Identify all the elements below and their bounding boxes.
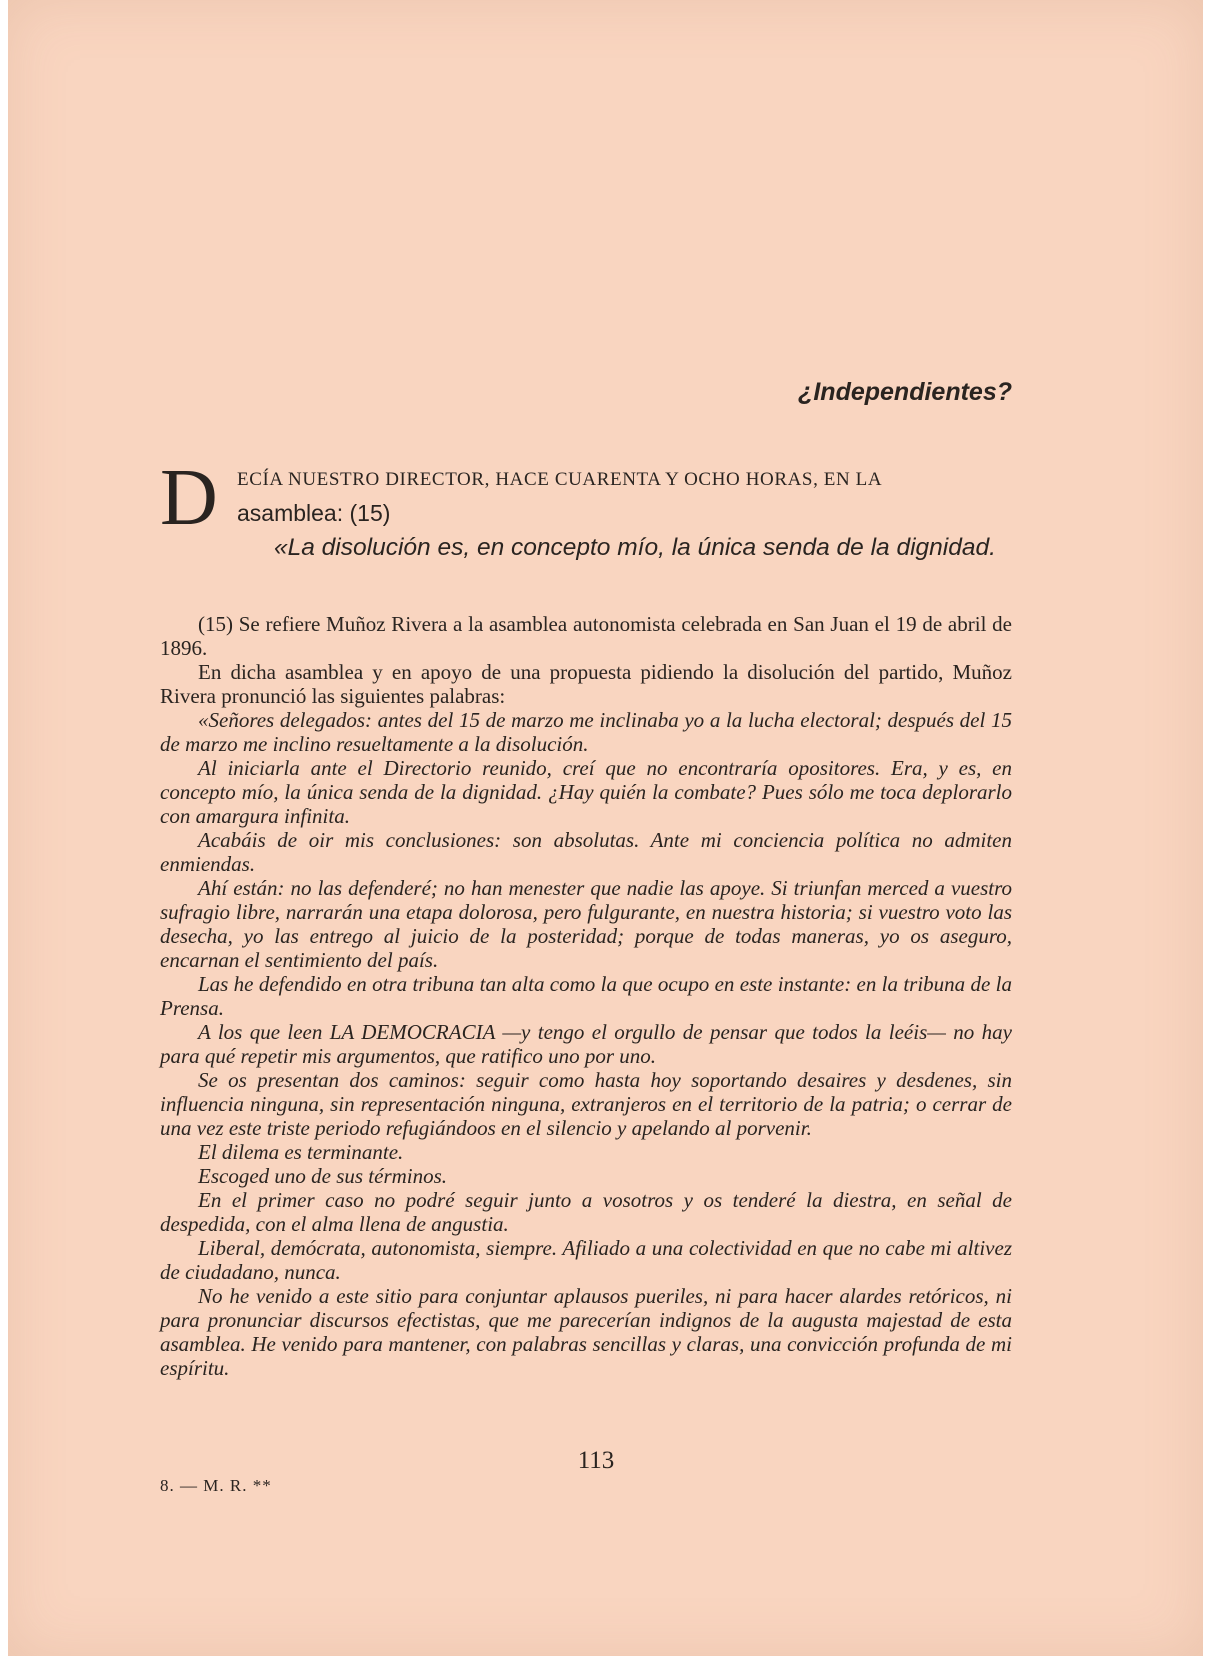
- opening-first-line: ECÍA NUESTRO DIRECTOR, HACE CUARENTA Y OCHO HORAS, EN LA: [237, 469, 883, 490]
- page: [8, 0, 1203, 1656]
- footnote-intro-paragraph: En dicha asamblea y en apoyo de una propuesta pidiendo la disolución del partido, Muñoz Rivera pronunció las siguientes palabras:: [160, 660, 1012, 708]
- opening-second-line: asamblea: (15): [237, 500, 391, 526]
- speech-paragraph: Escoged uno de sus términos.: [198, 1164, 448, 1188]
- speech-paragraph: Al iniciarla ante el Directorio reunido, creí que no encontraría opositores. Era, y es, en concepto mío, la única senda de la dignidad. ¿Hay quién la combate? Pues sólo me toca deplorarlo con amargura infinita.: [160, 756, 1012, 828]
- drop-cap: D: [160, 454, 218, 542]
- speech-quotation: [160, 708, 1012, 1380]
- page-number: 113: [577, 1447, 615, 1474]
- chapter-title: ¿Independientes?: [798, 378, 1012, 406]
- speech-paragraph: Las he defendido en otra tribuna tan alta como la que ocupo en este instante: en la tribuna de la Prensa.: [160, 972, 1012, 1020]
- speech-paragraph: El dilema es terminante.: [198, 1140, 404, 1164]
- speech-paragraph: Liberal, demócrata, autonomista, siempre. Afiliado a una colectividad en que no cabe mi altivez de ciudadano, nunca.: [160, 1236, 1012, 1284]
- footnote-first-paragraph: (15) Se refiere Muñoz Rivera a la asamblea autonomista celebrada en San Juan el 19 de abril de 1896.: [160, 612, 1012, 660]
- speech-paragraph: Ahí están: no las defenderé; no han menester que nadie las apoye. Si triunfan merced a vuestro sufragio libre, narrarán una etapa dolorosa, pero fulgurante, en nuestra historia; si vuestro voto las desecha, yo las entrego al juicio de la posteridad; porque de todas maneras, yo os aseguro, encarnan el sentimiento del país.: [160, 876, 1012, 972]
- speech-paragraph: A los que leen LA DEMOCRACIA —y tengo el orgullo de pensar que todos la leéis— no hay para qué repetir mis argumentos, que ratifico uno por uno.: [160, 1020, 1012, 1068]
- opening-paragraph: [160, 454, 1012, 565]
- speech-paragraph: En el primer caso no podré seguir junto a vosotros y os tenderé la diestra, en señal de despedida, con el alma llena de angustia.: [160, 1188, 1012, 1236]
- speech-paragraph: Acabáis de oir mis conclusiones: son absolutas. Ante mi conciencia política no admiten enmiendas.: [160, 828, 1012, 876]
- speech-paragraph: «Señores delegados: antes del 15 de marzo me inclinaba yo a la lucha electoral; después del 15 de marzo me inclino resueltamente a la disolución.: [160, 708, 1012, 756]
- speech-paragraph: No he venido a este sitio para conjuntar aplausos pueriles, ni para hacer alardes retóricos, ni para pronunciar discursos efectistas, que me parecerían indignos de la augusta majestad de esta asamblea. He venido para mantener, con palabras sencillas y claras, una convicción profunda de mi espíritu.: [160, 1284, 1012, 1380]
- speech-paragraph: Se os presentan dos caminos: seguir como hasta hoy soportando desaires y desdenes, sin influencia ninguna, sin representación ninguna, extranjeros en el territorio de la patria; o cerrar de una vez este triste periodo refugiándoos en el silencio y apelando al porvenir.: [160, 1068, 1012, 1140]
- opening-quote: «La disolución es, en concepto mío, la única senda de la dignidad.: [274, 534, 996, 561]
- footnote-15: [160, 612, 1012, 1380]
- signature-mark: 8. — M. R. **: [160, 1476, 272, 1495]
